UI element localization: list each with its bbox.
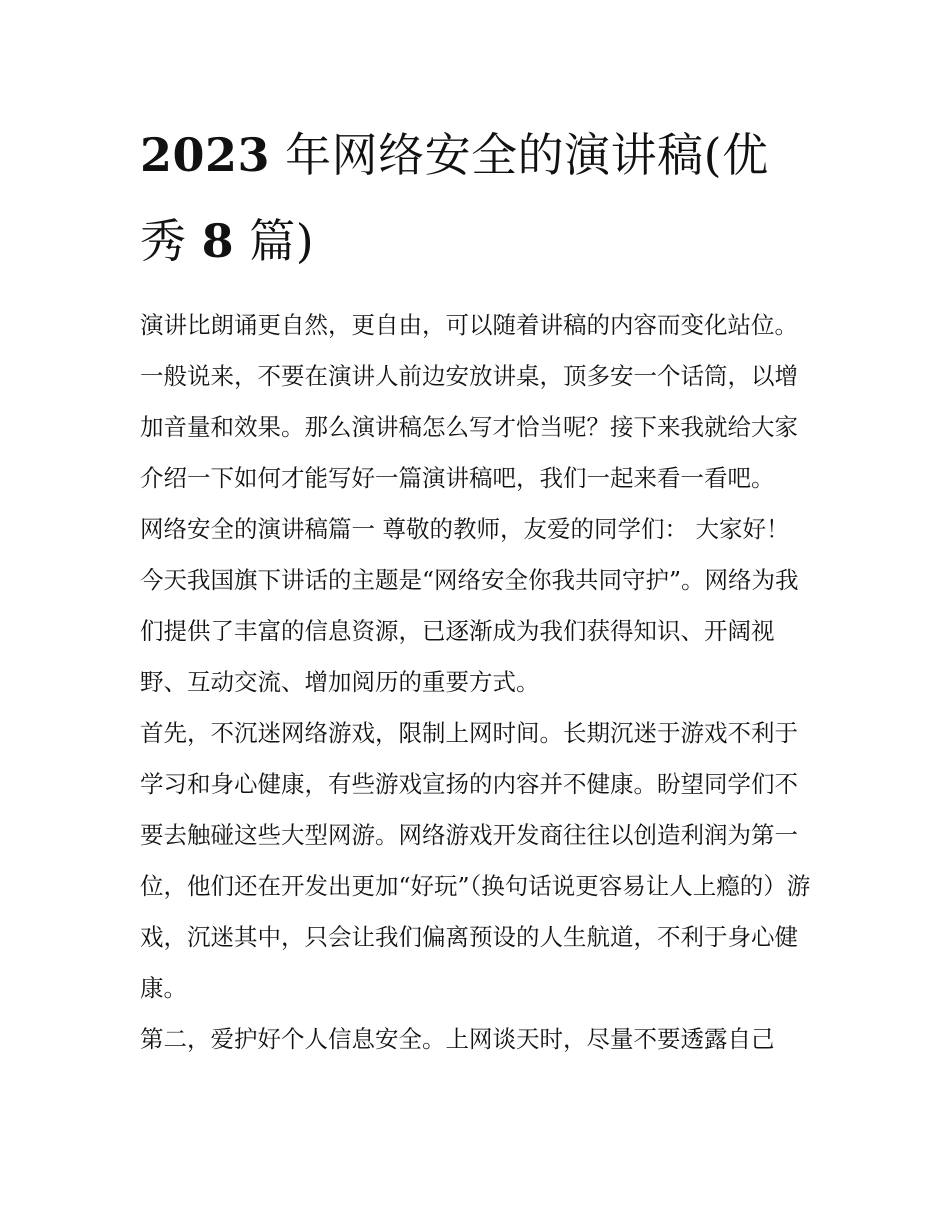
paragraph-intro: 演讲比朗诵更自然，更自由，可以随着讲稿的内容而变化站位。一般说来，不要在演讲人前边安放讲桌，顶多安一个话筒，以增加音量和效果。那么演讲稿怎么写才恰当呢？接下来我就给大家介绍一下如何才能写好一篇演讲稿吧，我们一起来看一看吧。 — [140, 311, 798, 492]
title-year: 2023 — [140, 128, 271, 182]
paragraph-second-point: 第二，爱护好个人信息安全。上网谈天时，尽量不要透露自己 — [140, 1025, 775, 1053]
title-count: 8 — [201, 214, 235, 268]
paragraph-speech-opening: 网络安全的演讲稿篇一 尊敬的教师，友爱的同学们： 大家好！ 今天我国旗下讲话的主题是“网络安全你我共同守护”。网络为我们提供了丰富的信息资源，已逐渐成为我们获得知识、开阔视野、互动交流、增加阅历的重要方式。 — [140, 515, 799, 696]
paragraph-first-point: 首先，不沉迷网络游戏，限制上网时间。长期沉迷于游戏不利于学习和身心健康，有些游戏宣扬的内容并不健康。盼望同学们不要去触碰这些大型网游。网络游戏开发商往往以创造利润为第一位，他们还在开发出更加“好玩”（换句话说更容易让人上瘾的）游戏，沉迷其中，只会让我们偏离预设的人生航道，不利于身心健康。 — [140, 719, 811, 1002]
document-title — [140, 112, 812, 284]
title-suffix: 篇) — [249, 214, 315, 268]
title-text: 年网络安全的演讲稿(优秀 — [140, 128, 769, 268]
